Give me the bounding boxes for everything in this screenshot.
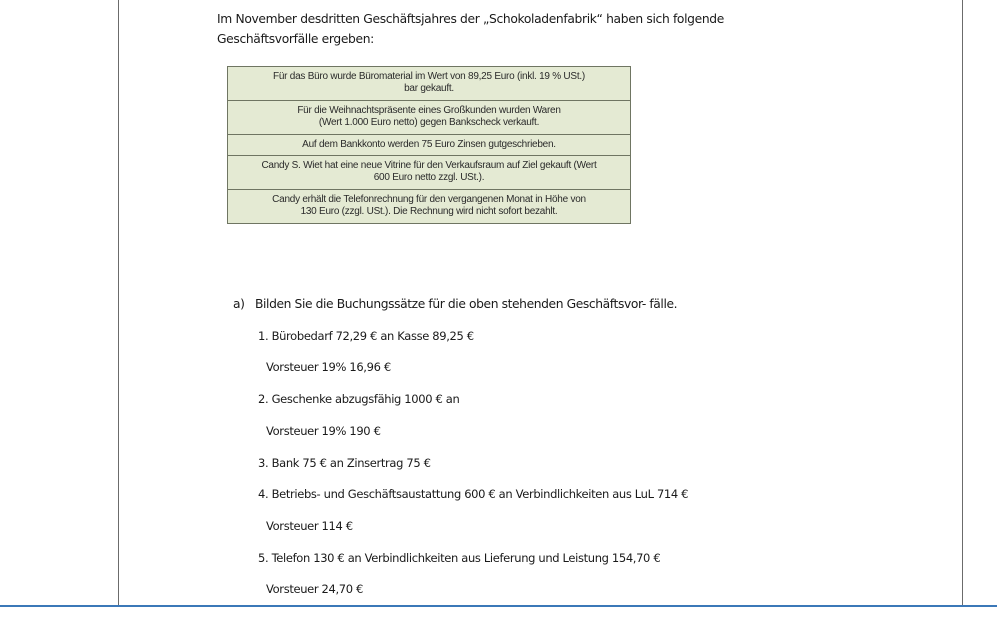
- booking-entry-2: 2. Geschenke abzugsfähig 1000 € an: [258, 392, 460, 406]
- case-row-5: [228, 190, 630, 223]
- case-row-3-line-1: Auf dem Bankkonto werden 75 Euro Zinsen gutgeschrieben.: [302, 138, 556, 150]
- case-row-5-line-1: Candy erhält die Telefonrechnung für den vergangenen Monat in Höhe von: [272, 193, 586, 205]
- window-bottom-area: [0, 607, 997, 618]
- business-cases-table: [227, 66, 631, 224]
- case-row-1-line-2: bar gekauft.: [404, 83, 454, 95]
- case-row-4-line-2: 600 Euro netto zzgl. USt.).: [373, 172, 485, 184]
- task-marker: a): [233, 297, 245, 311]
- page-left-border: [118, 0, 119, 606]
- case-row-2-line-1: Für die Weihnachtspräsente eines Großkunden wurden Waren: [297, 104, 561, 116]
- booking-entry-1-tax: Vorsteuer 19% 16,96 €: [266, 360, 391, 374]
- booking-entry-5-tax: Vorsteuer 24,70 €: [266, 582, 364, 596]
- case-row-2-line-2: (Wert 1.000 Euro netto) gegen Bankscheck verkauft.: [318, 117, 540, 129]
- booking-entry-4: 4. Betriebs- und Geschäftsaustattung 600 € an Verbindlichkeiten aus LuL 714 €: [258, 487, 689, 501]
- intro-line-1: Im November desdritten Geschäftsjahres der „Schokoladenfabrik“ haben sich folgende: [217, 12, 724, 26]
- case-row-1: [228, 67, 630, 101]
- booking-entry-4-tax: Vorsteuer 114 €: [266, 519, 353, 533]
- case-row-4: [228, 156, 630, 190]
- case-row-1-line-1: Für das Büro wurde Büromaterial im Wert von 89,25 Euro (inkl. 19 % USt.): [273, 71, 585, 82]
- booking-entry-3: 3. Bank 75 € an Zinsertrag 75 €: [258, 456, 431, 470]
- intro-line-2: Geschäftsvorfälle ergeben:: [217, 32, 374, 46]
- booking-entry-1: 1. Bürobedarf 72,29 € an Kasse 89,25 €: [258, 329, 474, 343]
- task-a: [233, 296, 793, 312]
- page-right-border: [962, 0, 963, 606]
- case-row-4-line-1: Candy S. Wiet hat eine neue Vitrine für den Verkaufsraum auf Ziel gekauft (Wert: [261, 160, 597, 172]
- booking-entry-5: 5. Telefon 130 € an Verbindlichkeiten aus Lieferung und Leistung 154,70 €: [258, 551, 661, 565]
- case-row-2: [228, 101, 630, 135]
- task-text: Bilden Sie die Buchungssätze für die oben stehenden Geschäftsvor- fälle.: [255, 297, 678, 311]
- intro-paragraph: [217, 9, 817, 49]
- booking-entry-2-tax: Vorsteuer 19% 190 €: [266, 424, 381, 438]
- case-row-3: [228, 135, 630, 156]
- case-row-5-line-2: 130 Euro (zzgl. USt.). Die Rechnung wird nicht sofort bezahlt.: [300, 206, 558, 218]
